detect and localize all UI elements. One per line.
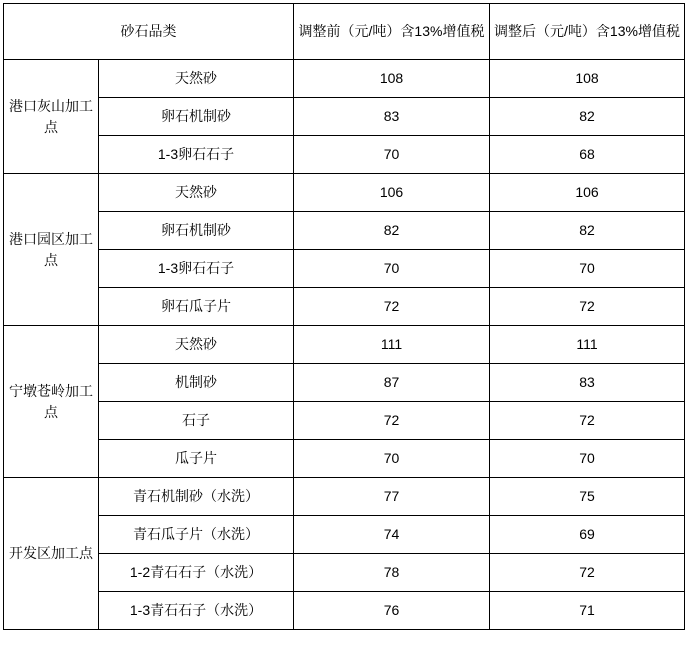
- table-row: [4, 174, 685, 212]
- price-after: 70: [490, 250, 685, 288]
- price-after: 68: [490, 136, 685, 174]
- price-before: 106: [294, 174, 490, 212]
- table-row: [4, 592, 685, 630]
- item-label: 天然砂: [99, 60, 294, 98]
- table-row: [4, 478, 685, 516]
- price-after: 111: [490, 326, 685, 364]
- price-before: 82: [294, 212, 490, 250]
- table-header-row: [4, 4, 685, 60]
- table-row: [4, 212, 685, 250]
- price-before: 76: [294, 592, 490, 630]
- table-row: [4, 440, 685, 478]
- item-label: 石子: [99, 402, 294, 440]
- item-label: 1-3卵石石子: [99, 136, 294, 174]
- item-label: 卵石机制砂: [99, 98, 294, 136]
- item-label: 青石瓜子片（水洗）: [99, 516, 294, 554]
- group-label-0: 港口灰山加工点: [4, 60, 99, 174]
- item-label: 瓜子片: [99, 440, 294, 478]
- item-label: 1-3青石石子（水洗）: [99, 592, 294, 630]
- price-before: 70: [294, 136, 490, 174]
- table-row: [4, 402, 685, 440]
- group-label-2: 宁墩苍岭加工点: [4, 326, 99, 478]
- table-row: [4, 326, 685, 364]
- header-price-before: 调整前（元/吨）含13%增值税: [294, 4, 490, 60]
- price-before: 83: [294, 98, 490, 136]
- price-after: 69: [490, 516, 685, 554]
- table-row: [4, 98, 685, 136]
- price-before: 87: [294, 364, 490, 402]
- table-body: [4, 4, 685, 630]
- price-after: 72: [490, 402, 685, 440]
- table-row: [4, 516, 685, 554]
- header-category: 砂石品类: [4, 4, 294, 60]
- price-after: 75: [490, 478, 685, 516]
- table-row: [4, 250, 685, 288]
- item-label: 青石机制砂（水洗）: [99, 478, 294, 516]
- price-after: 108: [490, 60, 685, 98]
- price-before: 70: [294, 440, 490, 478]
- price-before: 74: [294, 516, 490, 554]
- price-after: 106: [490, 174, 685, 212]
- price-after: 72: [490, 554, 685, 592]
- item-label: 1-2青石石子（水洗）: [99, 554, 294, 592]
- price-after: 82: [490, 212, 685, 250]
- table-row: [4, 364, 685, 402]
- table-row: [4, 554, 685, 592]
- price-after: 82: [490, 98, 685, 136]
- item-label: 天然砂: [99, 174, 294, 212]
- item-label: 卵石瓜子片: [99, 288, 294, 326]
- sandstone-price-table: [3, 3, 685, 630]
- item-label: 1-3卵石石子: [99, 250, 294, 288]
- item-label: 卵石机制砂: [99, 212, 294, 250]
- group-label-1: 港口园区加工点: [4, 174, 99, 326]
- price-after: 83: [490, 364, 685, 402]
- price-before: 72: [294, 288, 490, 326]
- price-after: 70: [490, 440, 685, 478]
- price-before: 77: [294, 478, 490, 516]
- price-before: 108: [294, 60, 490, 98]
- item-label: 天然砂: [99, 326, 294, 364]
- price-after: 72: [490, 288, 685, 326]
- group-label-3: 开发区加工点: [4, 478, 99, 630]
- table-row: [4, 288, 685, 326]
- price-after: 71: [490, 592, 685, 630]
- price-before: 72: [294, 402, 490, 440]
- table-row: [4, 136, 685, 174]
- header-price-after: 调整后（元/吨）含13%增值税: [490, 4, 685, 60]
- price-sheet: [0, 3, 687, 651]
- table-row: [4, 60, 685, 98]
- price-before: 111: [294, 326, 490, 364]
- price-before: 78: [294, 554, 490, 592]
- price-before: 70: [294, 250, 490, 288]
- item-label: 机制砂: [99, 364, 294, 402]
